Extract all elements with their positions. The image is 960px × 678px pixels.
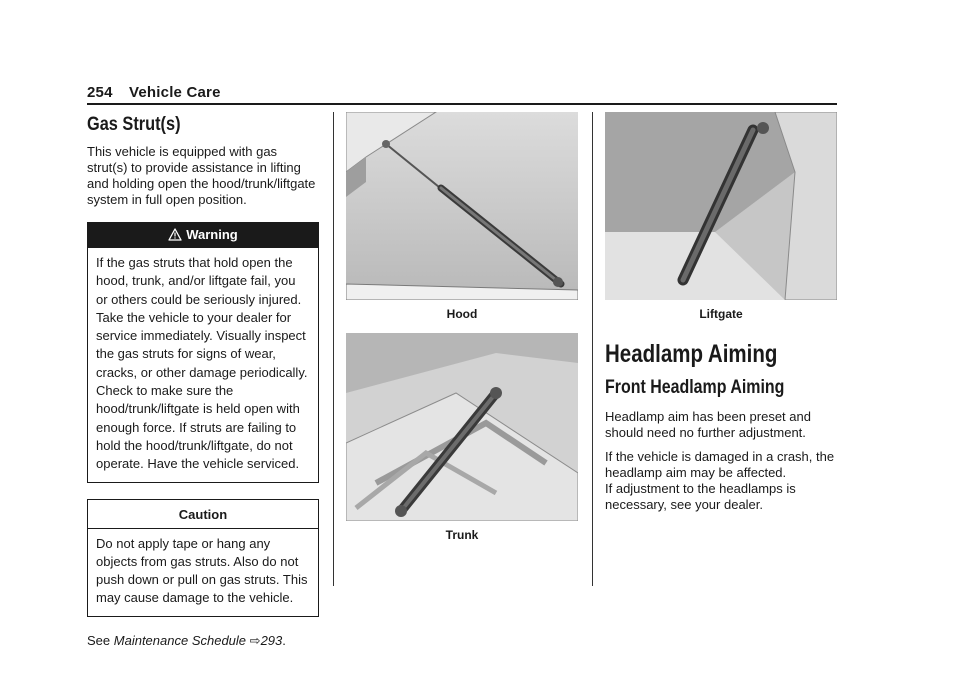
trunk-figure bbox=[346, 333, 578, 521]
liftgate-figure bbox=[605, 112, 837, 300]
hood-figure bbox=[346, 112, 578, 300]
page-header bbox=[87, 84, 221, 101]
warning-icon bbox=[168, 228, 182, 244]
column-divider-left bbox=[333, 112, 334, 586]
warning-header bbox=[88, 223, 318, 248]
see-prefix: See bbox=[87, 632, 111, 648]
liftgate-caption: Liftgate bbox=[699, 307, 743, 321]
see-page: 293 bbox=[260, 632, 283, 648]
caution-text: Do not apply tape or hang any objects from gas struts. Also do not push down or pull on gas struts. This may cause damage to the vehicle. bbox=[96, 535, 308, 606]
page-number: 254 bbox=[87, 84, 113, 101]
caution-title: Caution bbox=[88, 500, 318, 529]
gas-struts-section bbox=[87, 114, 319, 649]
headlamp-paragraph-3: If adjustment to the headlamps is necessary, see your dealer. bbox=[605, 481, 796, 512]
headlamp-aiming-title: Headlamp Aiming bbox=[605, 340, 778, 368]
front-headlamp-aiming-title: Front Headlamp Aiming bbox=[605, 377, 785, 398]
warning-box bbox=[87, 222, 319, 483]
section-title: Vehicle Care bbox=[129, 84, 221, 101]
headlamp-paragraph-1: Headlamp aim has been preset and should need no further adjustment. bbox=[605, 409, 811, 440]
gas-struts-intro: This vehicle is equipped with gas strut(s) to provide assistance in lifting and holding open the hood/trunk/liftgate system in full open position. bbox=[87, 144, 316, 207]
headlamp-section bbox=[605, 340, 841, 521]
trunk-caption: Trunk bbox=[445, 528, 479, 542]
hood-caption: Hood bbox=[446, 307, 478, 321]
see-end: . bbox=[282, 632, 286, 648]
warning-text: If the gas struts that hold open the hood, trunk, and/or liftgate fail, you or others could be seriously injured. Take the vehicle to your dealer for service immediately. Visually inspect the gas struts for signs of wear, cracks, or other damage periodically. Check to make sure the hood/trunk/liftgate is held open with enough force. If struts are failing to hold the hood/trunk/liftgate, do not operate. Have the vehicle serviced. bbox=[96, 255, 308, 472]
warning-title: Warning bbox=[186, 227, 238, 242]
see-reference bbox=[87, 633, 319, 649]
header-rule bbox=[87, 103, 837, 105]
caution-box bbox=[87, 499, 319, 617]
gas-struts-title: Gas Strut(s) bbox=[87, 114, 181, 135]
column-divider-right bbox=[592, 112, 593, 586]
see-link[interactable]: Maintenance Schedule bbox=[113, 632, 247, 648]
page-ref-icon: ⇨ bbox=[249, 632, 261, 648]
headlamp-paragraph-2: If the vehicle is damaged in a crash, the headlamp aim may be affected. bbox=[605, 449, 835, 480]
